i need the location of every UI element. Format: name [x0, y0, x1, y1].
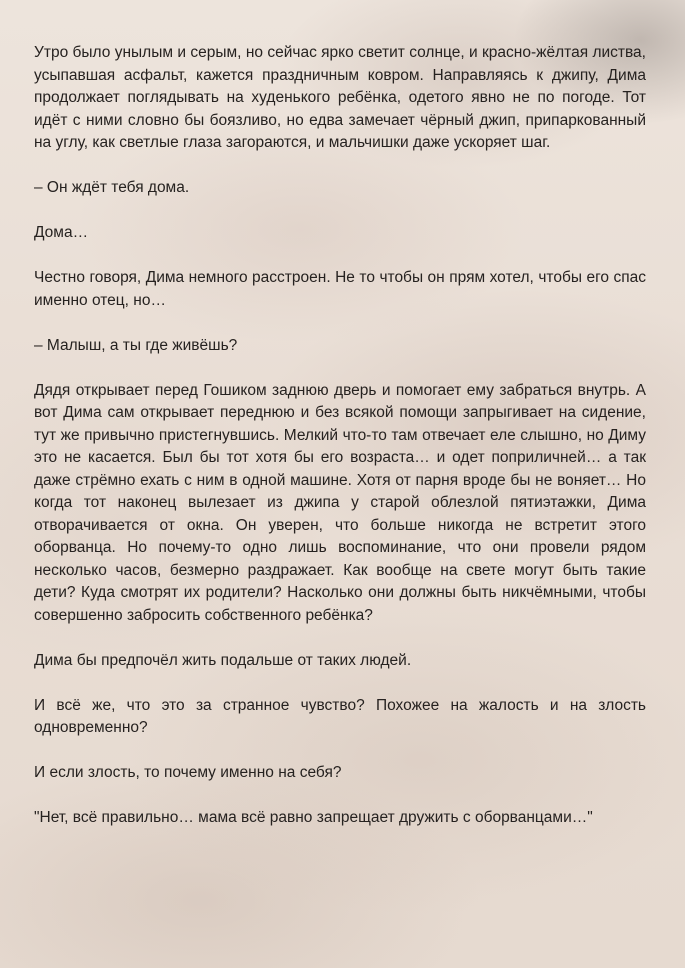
paragraph-6: Дядя открывает перед Гошиком заднюю дверь и помогает ему забраться внутрь. А вот Дима сам открывает переднюю и без всякой помощи запрыгивает на сидение, тут же привычно пристегнувшись. Мелкий что-то там отвечает еле слышно, но Диму это не касается. Был бы тот хотя бы его возраста… и одет поприличней… а так даже стрёмно ехать с ним в одной машине. Хотя от парня вроде бы не воняет… Но когда тот наконец вылезает из джипа у старой облезлой пятиэтажки, Дима отворачивается от окна. Он уверен, что больше никогда не встретит этого оборванца. Но почему-то одно лишь воспоминание, что они провели рядом несколько часов, безмерно раздражает. Как вообще на свете могут быть такие дети? Куда смотрят их родители? Насколько они должны быть никчёмными, чтобы совершенно забросить собственного ребёнка? — [34, 381, 646, 624]
paragraph-10: "Нет, всё правильно… мама всё равно запрещает дружить с оборванцами…" — [34, 809, 593, 826]
document-body — [34, 42, 646, 852]
paragraph-8: И всё же, что это за странное чувство? Похожее на жалость и на злость одновременно? — [34, 696, 646, 736]
paragraph-7: Дима бы предпочёл жить подальше от таких людей. — [34, 651, 412, 669]
paragraph-1: Утро было унылым и серым, но сейчас ярко светит солнце, и красно-жёлтая листва, усыпавшая асфальт, кажется праздничным ковром. Направляясь к джипу, Дима продолжает поглядывать на худенького ребёнка, одетого явно не по погоде. Тот идёт с ними словно бы боязливо, но едва замечает чёрный джип, припаркованный на углу, как светлые глаза загораются, и мальчишки даже ускоряет шаг. — [34, 44, 646, 151]
paragraph-4: Честно говоря, Дима немного расстроен. Не то чтобы он прям хотел, чтобы его спас именно отец, но… — [34, 269, 646, 309]
paragraph-9: И если злость, то почему именно на себя? — [34, 764, 342, 781]
paragraph-3: Дома… — [34, 224, 89, 241]
paragraph-2: – Он ждёт тебя дома. — [34, 179, 190, 196]
paragraph-5: – Малыш, а ты где живёшь? — [34, 336, 238, 354]
